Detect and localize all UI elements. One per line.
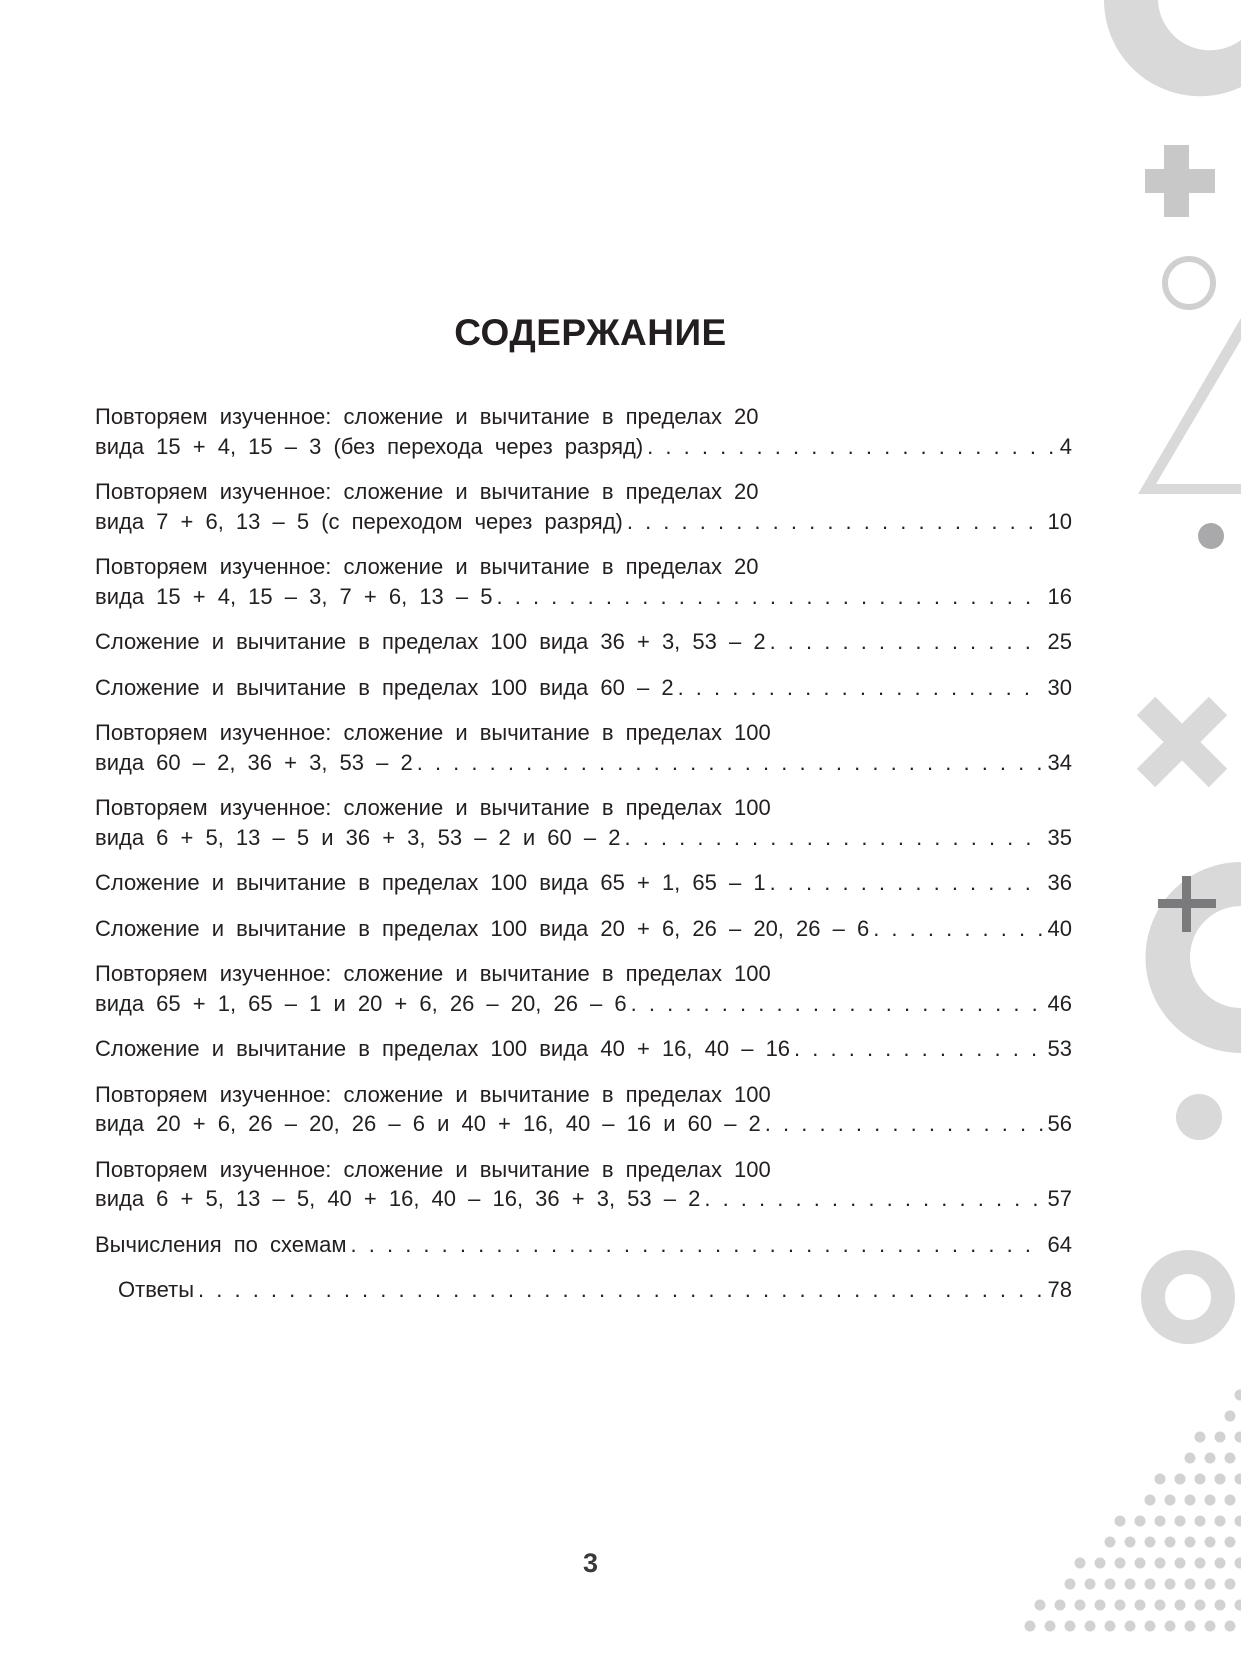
dot-pattern-dot — [1165, 1579, 1176, 1590]
dot-pattern-dot — [1155, 1600, 1166, 1611]
plus-shape-icon — [1145, 145, 1215, 217]
toc-entry[interactable] — [95, 673, 1072, 703]
dot-grid-pattern — [1025, 1390, 1241, 1632]
toc-entry-line — [95, 627, 1072, 657]
toc-entry-line — [95, 868, 1072, 898]
dot-leader — [704, 1184, 1043, 1214]
dot-pattern-dot — [1145, 1579, 1156, 1590]
toc-entry-text: вида 20 + 6, 26 – 20, 26 – 6 и 40 + 16, 40 – 16 и 60 – 2 — [95, 1111, 761, 1136]
dot-pattern-dot — [1185, 1495, 1196, 1506]
toc-entry-title: Повторяем изученное: сложение и вычитание в пределах 20 — [95, 479, 759, 504]
toc-entry-title: Повторяем изученное: сложение и вычитание в пределах 100 — [95, 795, 771, 820]
dot-leader — [351, 1230, 1044, 1260]
toc-entry-title: Повторяем изученное: сложение и вычитание в пределах 100 — [95, 1156, 771, 1182]
dot-pattern-dot — [1155, 1516, 1166, 1527]
toc-entry-title: Повторяем изученное: сложение и вычитание в пределах 100 — [95, 1081, 771, 1107]
dot-pattern-dot — [1225, 1621, 1236, 1632]
page-number: 3 — [582, 1548, 599, 1578]
dot-pattern-dot — [1195, 1558, 1206, 1569]
dot-pattern-dot — [1045, 1621, 1056, 1632]
toc-entry-line — [95, 823, 1072, 853]
dot-leader — [873, 914, 1043, 944]
dot-leader — [417, 748, 1044, 778]
toc-entry-title: Повторяем изученное: сложение и вычитание в пределах 20 — [95, 554, 759, 579]
dot-pattern-dot — [1205, 1579, 1216, 1590]
dot-pattern-dot — [1155, 1474, 1166, 1485]
dot-pattern-dot — [1115, 1600, 1126, 1611]
dot-pattern-dot — [1205, 1621, 1216, 1632]
dot-leader — [765, 1109, 1044, 1139]
toc-entry-text: вида 65 + 1, 65 – 1 и 20 + 6, 26 – 20, 26 – 6 — [95, 990, 627, 1016]
dot-pattern-dot — [1195, 1432, 1206, 1443]
dot-pattern-dot — [1175, 1474, 1186, 1485]
toc-entry[interactable] — [95, 627, 1072, 657]
dot-pattern-dot — [1125, 1579, 1136, 1590]
toc-entry-title: Повторяем изученное: сложение и вычитание в пределах 20 — [95, 404, 759, 429]
toc-entry-line — [95, 914, 1072, 944]
toc-entry-text: Сложение и вычитание в пределах 100 вида 20 + 6, 26 – 20, 26 – 6 — [95, 915, 870, 941]
dot-pattern-dot — [1145, 1621, 1156, 1632]
toc-page-number: 64 — [1047, 1231, 1072, 1257]
toc-page-number: 57 — [1047, 1186, 1072, 1211]
dot-pattern-dot — [1215, 1600, 1226, 1611]
dot-leader — [647, 432, 1056, 462]
dot-pattern-dot — [1215, 1516, 1226, 1527]
toc-page-number: 25 — [1047, 629, 1072, 654]
dot-pattern-dot — [1195, 1600, 1206, 1611]
toc-page-number: 46 — [1047, 990, 1072, 1016]
toc-entry-line — [95, 673, 1072, 703]
dot-pattern-dot — [1225, 1537, 1236, 1548]
dot-pattern-dot — [1065, 1621, 1076, 1632]
toc-entry-line — [95, 748, 1072, 778]
toc-entry-line — [95, 989, 1072, 1019]
dot-pattern-dot — [1225, 1411, 1236, 1422]
dot-pattern-dot — [1185, 1621, 1196, 1632]
dot-pattern-dot — [1165, 1537, 1176, 1548]
dot-pattern-dot — [1175, 1516, 1186, 1527]
dot-pattern-dot — [1185, 1579, 1196, 1590]
dot-leader — [770, 627, 1044, 657]
toc-entry[interactable] — [95, 552, 1072, 611]
toc-entry[interactable] — [95, 477, 1072, 536]
toc-page-number: 34 — [1047, 749, 1072, 775]
dot-leader — [770, 868, 1044, 898]
toc-entry-line — [95, 582, 1072, 612]
toc-entry[interactable] — [95, 793, 1072, 852]
toc-entry-text: Вычисления по схемам — [95, 1231, 347, 1257]
dot-pattern-dot — [1125, 1537, 1136, 1548]
dot-pattern-dot — [1115, 1516, 1126, 1527]
toc-entry-title: Повторяем изученное: сложение и вычитание в пределах 100 — [95, 720, 771, 745]
table-of-contents — [95, 402, 1072, 1321]
dot-pattern-dot — [1215, 1558, 1226, 1569]
dot-leader — [794, 1034, 1043, 1064]
toc-entry[interactable] — [95, 718, 1072, 777]
dot-pattern-dot — [1105, 1621, 1116, 1632]
dot-pattern-dot — [1105, 1579, 1116, 1590]
dot-pattern-dot — [1105, 1537, 1116, 1548]
dot-pattern-dot — [1085, 1621, 1096, 1632]
donut-shape-icon — [1153, 1262, 1223, 1332]
dot-shape-icon — [1198, 523, 1224, 549]
toc-entry-text: Ответы — [118, 1277, 195, 1302]
toc-page-number: 53 — [1047, 1036, 1072, 1061]
dot-pattern-dot — [1205, 1495, 1216, 1506]
toc-entry[interactable] — [95, 1080, 1072, 1139]
dot-pattern-dot — [1205, 1537, 1216, 1548]
dot-pattern-dot — [1215, 1474, 1226, 1485]
dot-pattern-dot — [1225, 1495, 1236, 1506]
dot-pattern-dot — [1235, 1558, 1241, 1569]
toc-entry-text: вида 6 + 5, 13 – 5, 40 + 16, 40 – 16, 36 + 3, 53 – 2 — [95, 1186, 701, 1211]
dot-leader — [624, 823, 1043, 853]
dot-leader — [497, 582, 1044, 612]
toc-entry-text: вида 15 + 4, 15 – 3, 7 + 6, 13 – 5 — [95, 583, 493, 609]
toc-entry-line — [118, 1275, 1072, 1305]
toc-entry[interactable] — [95, 1275, 1072, 1305]
ring-shape-icon — [1165, 259, 1213, 307]
toc-entry-text: Сложение и вычитание в пределах 100 вида 60 – 2 — [95, 674, 674, 700]
toc-entry-title: Повторяем изученное: сложение и вычитание в пределах 100 — [95, 961, 771, 986]
dot-pattern-dot — [1135, 1516, 1146, 1527]
toc-entry-line — [95, 1109, 1072, 1139]
dot-leader — [627, 507, 1044, 537]
toc-page-number: 30 — [1047, 674, 1072, 700]
dot-pattern-dot — [1235, 1474, 1241, 1485]
toc-entry[interactable] — [95, 1034, 1072, 1064]
dot-pattern-dot — [1055, 1600, 1066, 1611]
dot-pattern-dot — [1195, 1516, 1206, 1527]
dot-pattern-dot — [1215, 1432, 1226, 1443]
toc-page-number: 56 — [1047, 1111, 1072, 1136]
toc-entry[interactable] — [95, 402, 1072, 461]
cross-shape-icon — [1146, 706, 1218, 778]
toc-entry[interactable] — [95, 959, 1072, 1018]
toc-page-number: 35 — [1047, 824, 1072, 850]
dot-pattern-dot — [1205, 1453, 1216, 1464]
dot-pattern-dot — [1145, 1495, 1156, 1506]
arc-shape-icon — [1146, 862, 1241, 1053]
toc-entry-text: вида 15 + 4, 15 – 3 (без перехода через разряд) — [95, 433, 644, 459]
toc-entry-text: Сложение и вычитание в пределах 100 вида 65 + 1, 65 – 1 — [95, 870, 766, 895]
dot-leader — [678, 673, 1044, 703]
dot-pattern-dot — [1235, 1432, 1241, 1443]
toc-entry-line — [95, 1034, 1072, 1064]
toc-page-number: 4 — [1059, 433, 1072, 459]
toc-entry[interactable] — [95, 914, 1072, 944]
toc-entry[interactable] — [95, 1155, 1072, 1214]
dot-pattern-dot — [1025, 1621, 1036, 1632]
dot-pattern-dot — [1175, 1600, 1186, 1611]
toc-entry[interactable] — [95, 1230, 1072, 1260]
dot-pattern-dot — [1075, 1600, 1086, 1611]
toc-page-number: 10 — [1047, 508, 1072, 534]
dot-pattern-dot — [1035, 1600, 1046, 1611]
dot-pattern-dot — [1085, 1579, 1096, 1590]
toc-entry-line — [95, 507, 1072, 537]
page-title: СОДЕРЖАНИЕ — [454, 312, 727, 353]
dot-leader — [198, 1275, 1043, 1305]
toc-page-number: 36 — [1047, 870, 1072, 895]
dot-pattern-dot — [1225, 1579, 1236, 1590]
dot-pattern-dot — [1185, 1453, 1196, 1464]
toc-entry-line — [95, 1230, 1072, 1260]
dot-pattern-dot — [1095, 1600, 1106, 1611]
toc-entry-text: вида 6 + 5, 13 – 5 и 36 + 3, 53 – 2 и 60 – 2 — [95, 824, 621, 850]
toc-entry-text: Сложение и вычитание в пределах 100 вида 40 + 16, 40 – 16 — [95, 1036, 791, 1061]
dot-pattern-dot — [1065, 1579, 1076, 1590]
dot-pattern-dot — [1165, 1621, 1176, 1632]
dot-pattern-dot — [1135, 1600, 1146, 1611]
dot-pattern-dot — [1225, 1453, 1236, 1464]
small-plus-shape-icon — [1158, 876, 1216, 932]
toc-entry-text: Сложение и вычитание в пределах 100 вида 36 + 3, 53 – 2 — [95, 629, 766, 654]
dot-pattern-dot — [1235, 1390, 1241, 1401]
dot-pattern-dot — [1145, 1537, 1156, 1548]
dot-leader — [631, 989, 1044, 1019]
dot-pattern-dot — [1195, 1474, 1206, 1485]
toc-entry-text: вида 7 + 6, 13 – 5 (с переходом через разряд) — [95, 508, 623, 534]
dot-pattern-dot — [1185, 1537, 1196, 1548]
circle-shape-icon — [1176, 1094, 1222, 1140]
dot-pattern-dot — [1235, 1516, 1241, 1527]
toc-page-number: 78 — [1047, 1277, 1072, 1302]
half-ring-shape-icon — [1104, 0, 1241, 96]
toc-entry-text: вида 60 – 2, 36 + 3, 53 – 2 — [95, 749, 413, 775]
toc-entry-line — [95, 1184, 1072, 1214]
dot-pattern-dot — [1165, 1495, 1176, 1506]
toc-page-number: 40 — [1047, 915, 1072, 941]
dot-pattern-dot — [1125, 1621, 1136, 1632]
toc-page-number: 16 — [1047, 583, 1072, 609]
dot-pattern-dot — [1235, 1600, 1241, 1611]
toc-entry-line — [95, 432, 1072, 462]
toc-entry[interactable] — [95, 868, 1072, 898]
